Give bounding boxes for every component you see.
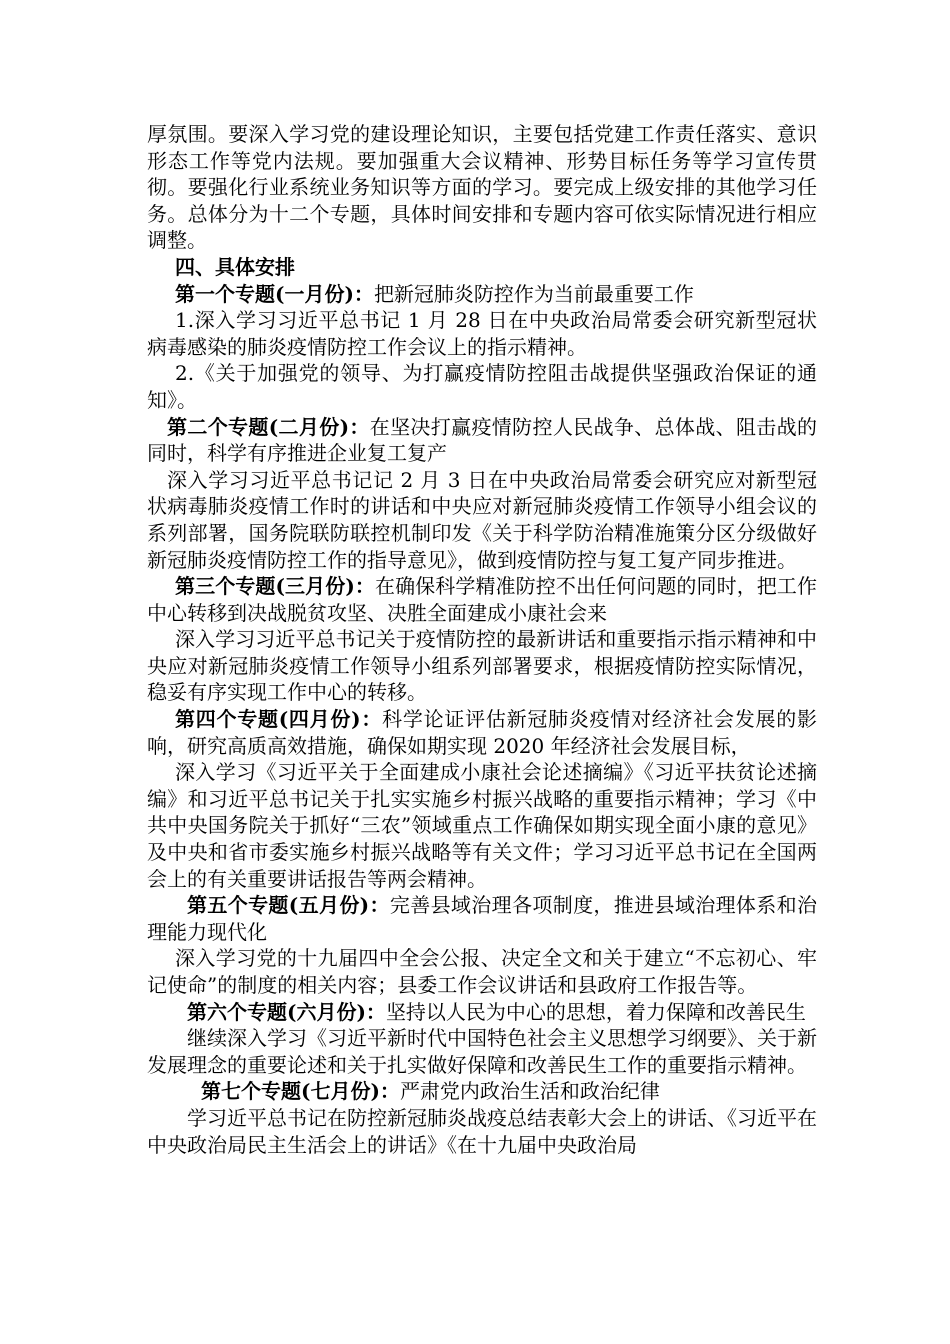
document-page — [147, 121, 817, 1158]
paragraph-text: 厚氛围。要深入学习党的建设理论知识，主要包括党建工作责任落实、意识形态工作等党内法规。要加强重大会议精神、形势目标任务等学习宣传贯彻。要强化行业系统业务知识等方面的学习。要完成上级安排的其他学习任务。总体分为十二个专题，具体时间安排和专题内容可依实际情况进行相应调整。 — [147, 122, 817, 253]
paragraph-text: 深入学习党的十九届四中全会公报、决定全文和关于建立“不忘初心、牢记使命”的制度的相关内容；县委工作会议讲话和县政府工作报告等。 — [147, 946, 817, 997]
paragraph-topic1-p1 — [147, 307, 817, 360]
topic-heading: 第四个专题(四月份)： — [175, 707, 383, 732]
paragraph-text: 在确保科学精准防控不出任何问题的同时，把工作中心转移到决战脱贫攻坚、决胜全面建成小康社会来 — [147, 574, 817, 625]
topic-heading: 第二个专题(二月份)： — [167, 414, 370, 439]
paragraph-text: 2.《关于加强党的领导、为打赢疫情防控阻击战提供坚强政治保证的通知》。 — [147, 361, 817, 412]
paragraph-text: 把新冠肺炎防控作为当前最重要工作 — [373, 281, 694, 306]
topic-heading: 第五个专题(五月份)： — [187, 893, 390, 918]
paragraph-text: 继续深入学习《习近平新时代中国特色社会主义思想学习纲要》、关于新发展理念的重要论述和关于扎实做好保障和改善民生工作的重要指示精神。 — [147, 1026, 817, 1077]
topic-heading: 第一个专题(一月份)： — [175, 281, 374, 306]
paragraph-topic3 — [147, 573, 817, 626]
paragraph-topic7-p1 — [147, 1105, 817, 1158]
paragraph-topic1 — [147, 281, 817, 308]
paragraph-text: 深入学习习近平总书记记 2 月 3 日在中央政治局常委会研究应对新型冠状病毒肺炎疫情工作时的讲话和中央应对新冠肺炎疫情工作领导小组会议的系列部署，国务院联防联控机制印发《关于科学防治精准施策分区分级做好新冠肺炎疫情防控工作的指导意见》，做到疫情防控与复工复产同步推进。 — [147, 467, 817, 572]
topic-heading: 第三个专题(三月份)： — [175, 574, 375, 599]
paragraph-text: 1.深入学习习近平总书记 1 月 28 日在中央政治局常委会研究新型冠状病毒感染的肺炎疫情防控工作会议上的指示精神。 — [147, 308, 817, 359]
paragraph-topic6 — [147, 999, 817, 1026]
paragraph-topic4 — [147, 706, 817, 759]
paragraph-text: 坚持以人民为中心的思想，着力保障和改善民生 — [385, 999, 806, 1024]
paragraph-topic5 — [147, 892, 817, 945]
paragraph-intro — [147, 121, 817, 254]
paragraph-text: 深入学习《习近平关于全面建成小康社会论述摘编》《习近平扶贫论述摘编》和习近平总书记关于扎实实施乡村振兴战略的重要指示精神；学习《中共中央国务院关于抓好“三农”领域重点工作确保如期实现全面小康的意见》及中央和省市委实施乡村振兴战略等有关文件；学习习近平总书记在全国两会上的有关重要讲话报告等两会精神。 — [147, 760, 817, 891]
paragraph-topic1-p2 — [147, 360, 817, 413]
paragraph-topic4-p1 — [147, 759, 817, 892]
paragraph-text: 深入学习习近平总书记关于疫情防控的最新讲话和重要指示指示精神和中央应对新冠肺炎疫情工作领导小组系列部署要求，根据疫情防控实际情况，稳妥有序实现工作中心的转移。 — [147, 627, 817, 705]
paragraph-text: 完善县域治理各项制度，推进县域治理体系和治理能力现代化 — [147, 893, 817, 944]
paragraph-text: 科学论证评估新冠肺炎疫情对经济社会发展的影响，研究高质高效措施，确保如期实现 2020 年经济社会发展目标， — [147, 707, 817, 758]
paragraph-topic3-p1 — [147, 626, 817, 706]
paragraph-topic7 — [147, 1078, 817, 1105]
paragraph-topic2 — [147, 414, 817, 467]
paragraph-topic6-p1 — [147, 1025, 817, 1078]
paragraph-topic5-p1 — [147, 945, 817, 998]
topic-heading: 第七个专题(七月份)： — [201, 1079, 400, 1104]
paragraph-section4 — [147, 254, 817, 281]
paragraph-text: 严肃党内政治生活和政治纪律 — [399, 1079, 660, 1104]
topic-heading: 第六个专题(六月份)： — [187, 999, 386, 1024]
paragraph-topic2-p1 — [147, 467, 817, 573]
paragraph-text: 学习近平总书记在防控新冠肺炎战疫总结表彰大会上的讲话、《习近平在中央政治局民主生活会上的讲话》《在十九届中央政治局 — [147, 1105, 817, 1157]
paragraph-text: 在坚决打赢疫情防控人民战争、总体战、阻击战的同时，科学有序推进企业复工复产 — [147, 414, 817, 466]
topic-heading: 四、具体安排 — [175, 254, 295, 279]
